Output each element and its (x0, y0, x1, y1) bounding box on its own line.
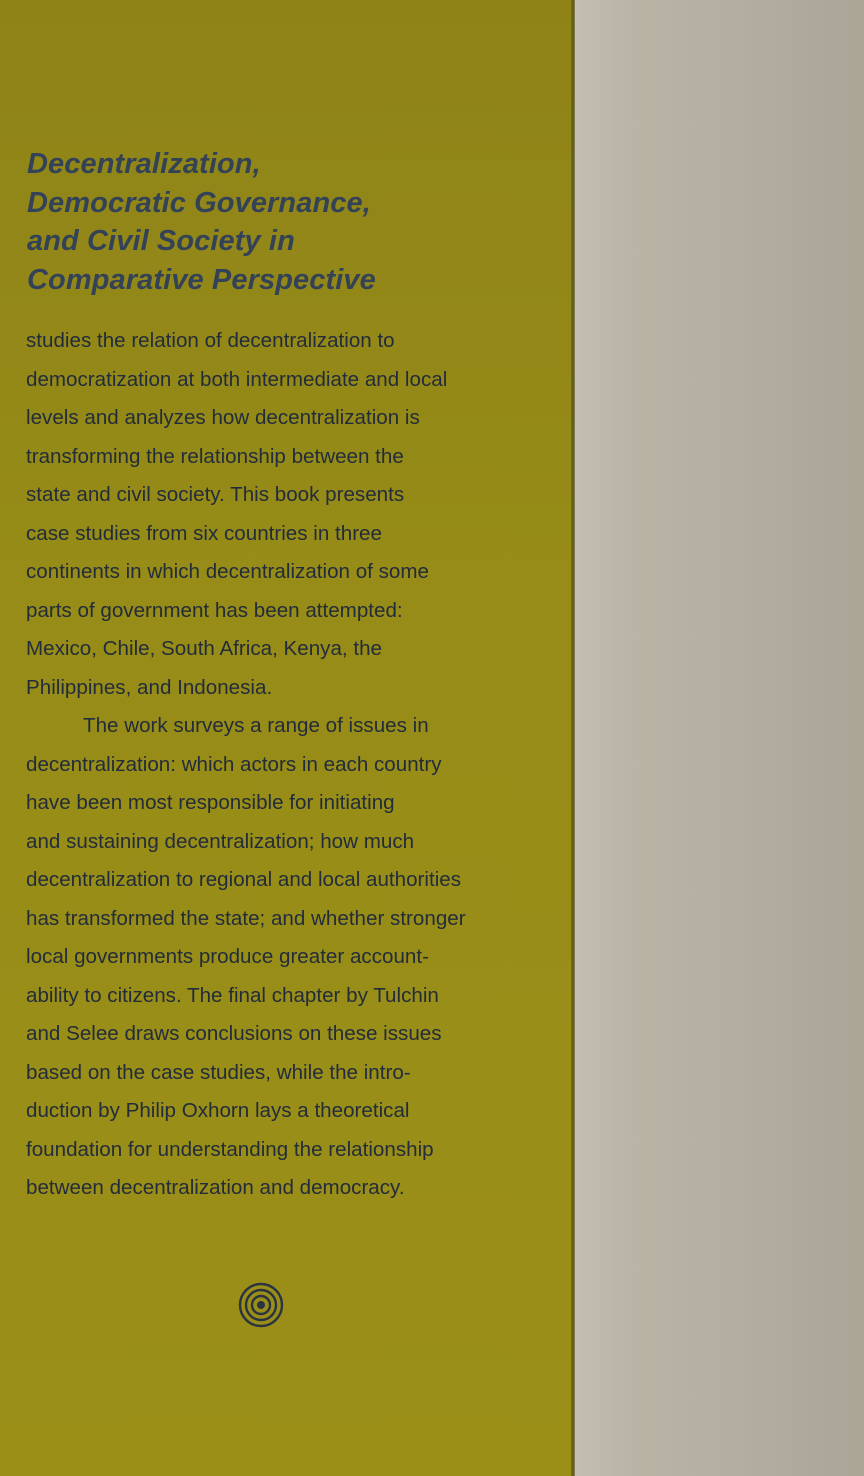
description-line: foundation for understanding the relationship (26, 1137, 434, 1161)
description-line: continents in which decentralization of some (26, 560, 429, 583)
description-line: state and civil society. This book presents (26, 483, 405, 506)
book-description (26, 322, 566, 1208)
endpaper (575, 0, 864, 1476)
description-line: local governments produce greater account- (26, 945, 429, 968)
description-line: ability to citizens. The final chapter by Tulchin (26, 983, 439, 1007)
description-line: parts of government has been attempted: (26, 598, 403, 622)
description-line: and Selee draws conclusions on these issues (26, 1022, 442, 1045)
description-line: studies the relation of decentralization to (26, 329, 395, 352)
description-line: and sustaining decentralization; how much (26, 829, 415, 853)
description-line: levels and analyzes how decentralization is (26, 406, 420, 429)
description-line: Mexico, Chile, South Africa, Kenya, the (26, 637, 382, 660)
title-line: Decentralization, (27, 148, 261, 180)
title-line: Comparative Perspective (27, 263, 376, 296)
title-line: and Civil Society in (27, 225, 295, 257)
title-line: Democratic Governance, (27, 186, 371, 219)
description-line: transforming the relationship between the (26, 444, 404, 468)
description-line: duction by Philip Oxhorn lays a theoretical (26, 1099, 410, 1122)
description-line: has transformed the state; and whether stronger (26, 906, 466, 930)
description-line: democratization at both intermediate and local (26, 367, 448, 391)
book-title (27, 145, 547, 299)
description-line: decentralization to regional and local authorities (26, 868, 462, 891)
description-line: decentralization: which actors in each country (26, 752, 442, 776)
description-line: The work surveys a range of issues in (83, 714, 429, 737)
description-line: between decentralization and democracy. (26, 1176, 405, 1199)
description-line: based on the case studies, while the intro- (26, 1060, 411, 1084)
description-line: Philippines, and Indonesia. (26, 675, 273, 699)
concentric-circles-publisher-logo-icon (238, 1282, 284, 1328)
description-line: have been most responsible for initiating (26, 791, 395, 814)
description-line: case studies from six countries in three (26, 521, 382, 545)
